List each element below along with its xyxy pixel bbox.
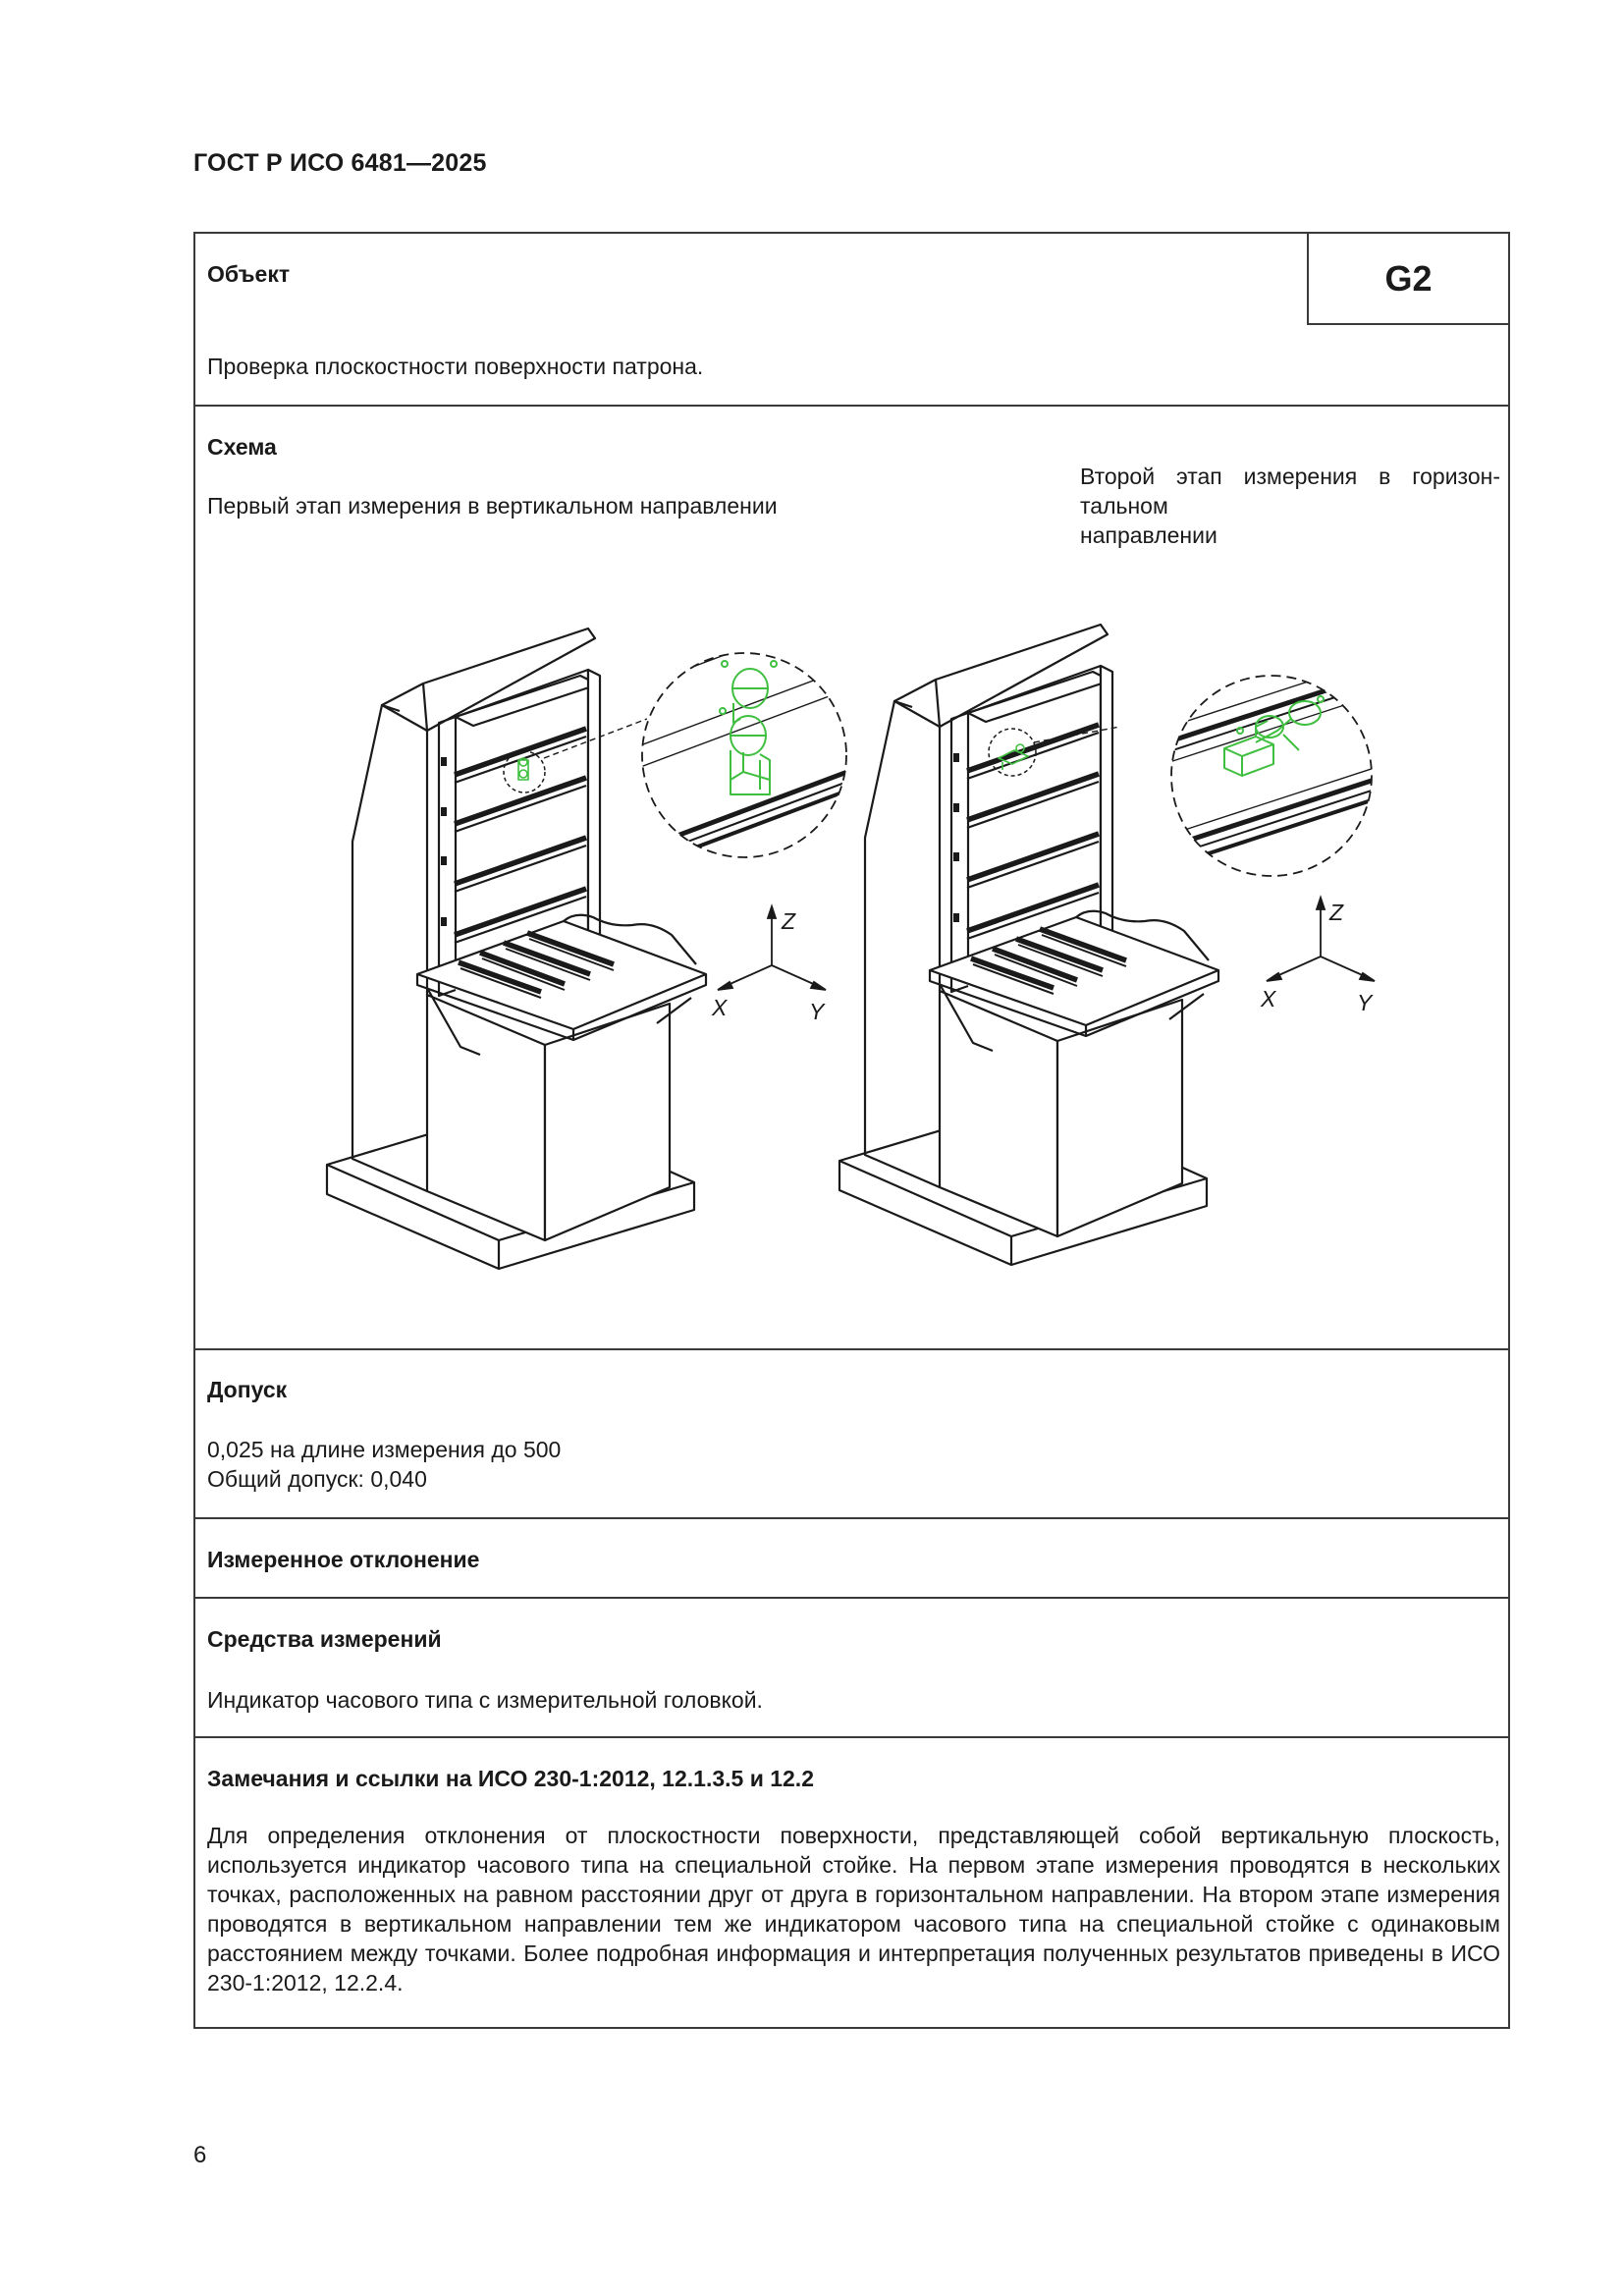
object-text: Проверка плоскостности поверхности патрона.: [207, 354, 704, 379]
detail-view-right: [1158, 657, 1383, 876]
machine-right: [839, 625, 1218, 1265]
instruments-title: Средства измерений: [207, 1626, 442, 1652]
tolerance-section: [195, 1350, 1508, 1519]
inspection-card: [193, 232, 1510, 2029]
object-section: [195, 234, 1508, 407]
deviation-title: Измеренное отклонение: [207, 1547, 480, 1572]
axis-x-right: X: [1261, 986, 1276, 1011]
axis-y-left: Y: [809, 999, 825, 1024]
page-number: 6: [193, 2142, 207, 2168]
deviation-section: [195, 1519, 1508, 1599]
stage1-caption: Первый этап измерения в вертикальном направлении: [207, 493, 778, 519]
tolerance-line-1: 0,025 на длине измерения до 500: [207, 1437, 562, 1462]
object-title: Объект: [207, 261, 291, 287]
notes-text: Для определения отклонения от плоскостности поверхности, представляющей собой вертикальную плоскость, используется индикатор часового типа на специальной стойке. На первом этапе измерения проводятся в нескольких точках, расположенных на равном расстоянии друг от друга в горизонтальном направлении. На втором этапе измерения проводятся в вертикальном направлении тем же индикатором часового типа на специальной стойке с одинаковым расстоянием между точками. Более подробная информация и интерпретация полученных результатов приведены в ИСО 230-1:2012, 12.2.4.: [207, 1823, 1500, 1995]
axis-x-left: X: [712, 995, 728, 1020]
scheme-title: Схема: [207, 434, 277, 460]
axes-left: [718, 906, 826, 990]
stage2-line-1: Второй этап измерения в горизон-: [1080, 464, 1500, 489]
scheme-figure: [195, 407, 1508, 1347]
instruments-text: Индикатор часового типа с измерительной головкой.: [207, 1687, 763, 1713]
notes-title: Замечания и ссылки на ИСО 230-1:2012, 12.1.3.5 и 12.2: [207, 1766, 814, 1791]
stage2-line-3: направлении: [1080, 522, 1217, 548]
check-code: G2: [1307, 234, 1508, 325]
stage2-line-2: тальном: [1080, 493, 1168, 519]
axis-z-left: Z: [782, 908, 796, 934]
document-header: ГОСТ Р ИСО 6481—2025: [193, 149, 487, 177]
tolerance-line-2: Общий допуск: 0,040: [207, 1466, 427, 1492]
scheme-section: [195, 407, 1508, 1350]
axis-y-right: Y: [1357, 990, 1373, 1015]
axis-z-right: Z: [1329, 900, 1344, 925]
notes-section: [195, 1738, 1508, 2027]
axes-right: [1267, 898, 1375, 981]
detail-view-left: [627, 603, 863, 873]
instruments-section: [195, 1599, 1508, 1738]
tolerance-title: Допуск: [207, 1377, 288, 1402]
